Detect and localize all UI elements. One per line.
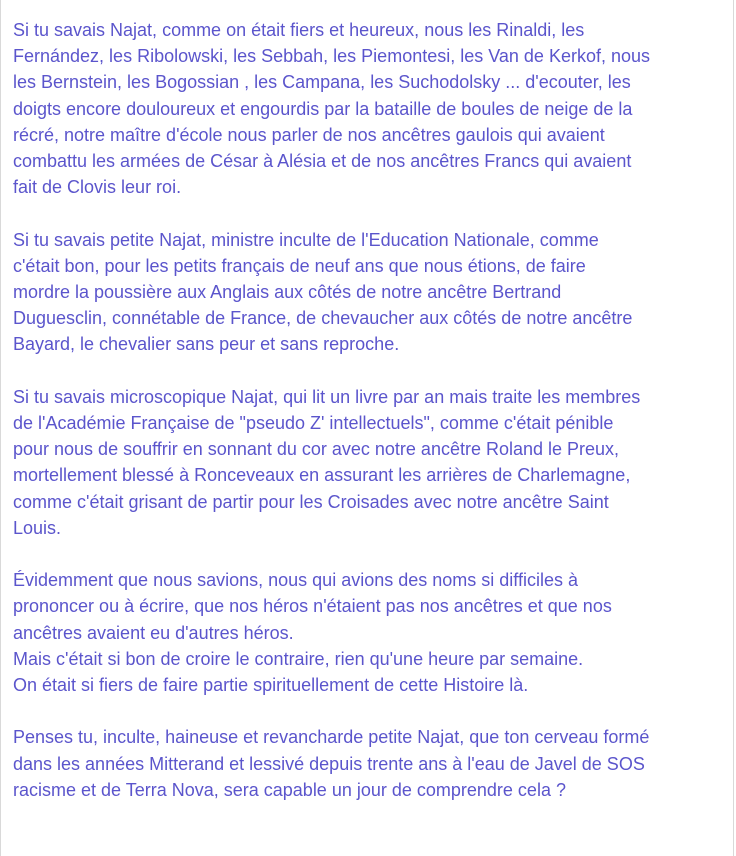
paragraph-4 — [13, 567, 729, 698]
text-line: récré, notre maître d'école nous parler de nos ancêtres gaulois qui avaient — [13, 124, 605, 145]
paragraph-1 — [13, 17, 729, 200]
letter-body — [13, 17, 729, 829]
paragraph-3 — [13, 384, 729, 541]
paragraph-2 — [13, 227, 729, 358]
text-line: Fernández, les Ribolowski, les Sebbah, les Piemontesi, les Van de Kerkof, nous — [13, 46, 651, 67]
text-line: de l'Académie Française de "pseudo Z' intellectuels", comme c'était pénible — [13, 413, 614, 434]
text-line: dans les années Mitterand et lessivé depuis trente ans à l'eau de Javel de SOS — [13, 753, 645, 774]
text-line: Penses tu, inculte, haineuse et revancharde petite Najat, que ton cerveau formé — [13, 727, 650, 748]
text-line: Si tu savais microscopique Najat, qui lit un livre par an mais traite les membres — [13, 386, 641, 407]
text-line: On était si fiers de faire partie spirituellement de cette Histoire là. — [13, 675, 529, 696]
text-line: mordre la poussière aux Anglais aux côtés de notre ancêtre Bertrand — [13, 282, 562, 303]
text-line: fait de Clovis leur roi. — [13, 177, 182, 198]
text-line: les Bernstein, les Bogossian , les Campana, les Suchodolsky ... d'ecouter, les — [13, 72, 631, 93]
text-line: Évidemment que nous savions, nous qui avions des noms si difficiles à — [13, 570, 578, 591]
text-line: combattu les armées de César à Alésia et de nos ancêtres Francs qui avaient — [13, 151, 632, 172]
paragraph-5 — [13, 724, 729, 803]
text-line: ancêtres avaient eu d'autres héros. — [13, 622, 294, 643]
text-line: prononcer ou à écrire, que nos héros n'étaient pas nos ancêtres et que nos — [13, 596, 612, 617]
text-line: comme c'était grisant de partir pour les Croisades avec notre ancêtre Saint — [13, 491, 609, 512]
text-line: Si tu savais Najat, comme on était fiers et heureux, nous les Rinaldi, les — [13, 20, 585, 40]
text-line: c'était bon, pour les petits français de neuf ans que nous étions, de faire — [13, 255, 586, 276]
text-line: Duguesclin, connétable de France, de chevaucher aux côtés de notre ancêtre — [13, 308, 633, 329]
text-line: Bayard, le chevalier sans peur et sans reproche. — [13, 334, 400, 355]
text-line: Si tu savais petite Najat, ministre inculte de l'Education Nationale, comme — [13, 229, 599, 250]
text-line: racisme et de Terra Nova, sera capable un jour de comprendre cela ? — [13, 779, 566, 800]
text-line: Mais c'était si bon de croire le contraire, rien qu'une heure par semaine. — [13, 648, 584, 669]
text-line: Louis. — [13, 517, 62, 538]
text-line: pour nous de souffrir en sonnant du cor avec notre ancêtre Roland le Preux, — [13, 439, 620, 460]
text-line: mortellement blessé à Ronceveaux en assurant les arrières de Charlemagne, — [13, 465, 631, 486]
text-line: doigts encore douloureux et engourdis par la bataille de boules de neige de la — [13, 98, 633, 119]
